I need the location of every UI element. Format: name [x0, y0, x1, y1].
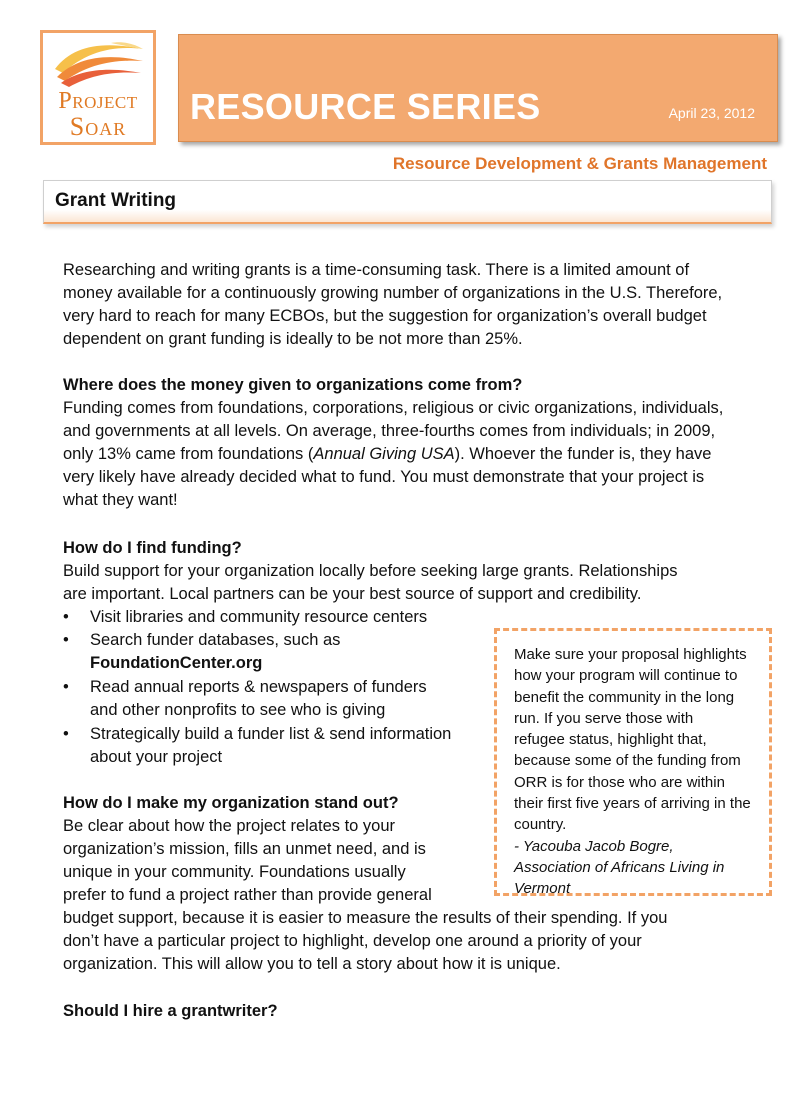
- bullet-text: Search funder databases, such as: [90, 631, 341, 649]
- quote-line: run. If you serve those with: [514, 709, 694, 727]
- funding-line: are important. Local partners can be your best source of support and credibility.: [63, 585, 642, 603]
- quote-line: their first five years of arriving in the: [514, 795, 751, 813]
- quote-callout: [494, 628, 772, 896]
- logo-text-line1: Project: [58, 88, 138, 114]
- grantwriter-heading: Should I hire a grantwriter?: [63, 1002, 278, 1020]
- intro-line: very hard to reach for many ECBOs, but the suggestion for organization’s overall budget: [63, 307, 707, 325]
- quote-attribution: Vermont: [514, 880, 571, 898]
- intro-line: Researching and writing grants is a time-consuming task. There is a limited amount of: [63, 261, 690, 279]
- bullet-icon: •: [63, 678, 69, 696]
- soar-wave-icon: [51, 39, 147, 89]
- quote-line: ORR is for those who are within: [514, 773, 725, 791]
- standout-heading: How do I make my organization stand out?: [63, 794, 399, 812]
- money-line: very likely have already decided what to fund. You must demonstrate that your project is: [63, 468, 705, 486]
- standout-line: prefer to fund a project rather than provide general: [63, 886, 432, 904]
- money-heading: Where does the money given to organizations come from?: [63, 376, 523, 394]
- quote-line: Make sure your proposal highlights: [514, 646, 747, 663]
- standout-line: organization. This will allow you to tell a story about how it is unique.: [63, 955, 561, 973]
- banner-title: RESOURCE SERIES: [190, 86, 541, 127]
- quote-text: [514, 644, 751, 900]
- quote-line: refugee status, highlight that,: [514, 731, 707, 749]
- money-section: [63, 374, 723, 512]
- quote-line: because some of the funding from: [514, 752, 741, 770]
- series-subtitle: Resource Development & Grants Management: [392, 154, 767, 173]
- money-line3-post: ). Whoever the funder is, they have: [454, 445, 712, 463]
- funding-line: Build support for your organization locally before seeking large grants. Relationships: [63, 562, 678, 580]
- section-title: Grant Writing: [55, 190, 177, 211]
- funding-heading: How do I find funding?: [63, 539, 242, 557]
- money-line: what they want!: [63, 491, 178, 509]
- standout-line: don’t have a particular project to highlight, develop one around a priority of your: [63, 932, 642, 950]
- bullet-icon: •: [63, 631, 69, 649]
- bullet-text: Read annual reports & newspapers of funders: [90, 678, 427, 696]
- bullet-text: and other nonprofits to see who is giving: [90, 701, 386, 719]
- funding-section: [63, 537, 678, 606]
- standout-line: budget support, because it is easier to measure the results of their spending. If you: [63, 909, 668, 927]
- intro-line: money available for a continuously growing number of organizations in the U.S. Therefore,: [63, 284, 723, 302]
- money-line: [63, 443, 723, 466]
- quote-attribution: - Yacouba Jacob Bogre,: [514, 837, 674, 855]
- money-line: and governments at all levels. On average, three-fourths comes from individuals; in 2009,: [63, 422, 716, 440]
- grantwriter-section: [63, 1000, 278, 1023]
- foundation-center-text: FoundationCenter.org: [90, 654, 263, 672]
- standout-line: organization’s mission, fills an unmet need, and is: [63, 840, 426, 858]
- intro-paragraph: [63, 259, 722, 351]
- quote-line: benefit the community in the long: [514, 688, 735, 706]
- header-banner: [178, 34, 778, 142]
- publication-date: April 23, 2012: [668, 105, 755, 121]
- money-line: Funding comes from foundations, corporations, religious or civic organizations, individuals,: [63, 399, 724, 417]
- intro-line: dependent on grant funding is ideally to be not more than 25%.: [63, 330, 523, 348]
- bullet-icon: •: [63, 608, 69, 626]
- standout-line: unique in your community. Foundations usually: [63, 863, 406, 881]
- bullet-text: Strategically build a funder list & send information: [90, 725, 452, 743]
- bullet-icon: •: [63, 725, 69, 743]
- quote-line: how your program will continue to: [514, 667, 738, 685]
- standout-line: Be clear about how the project relates to your: [63, 817, 396, 835]
- quote-attribution: Association of Africans Living in: [514, 858, 725, 876]
- logo-text-line2: Soar: [69, 112, 127, 141]
- quote-line: country.: [514, 816, 567, 834]
- money-line3-pre: only 13% came from foundations (: [63, 445, 314, 463]
- annual-giving-citation: Annual Giving USA: [313, 445, 455, 463]
- bullet-text: Visit libraries and community resource centers: [90, 608, 428, 626]
- bullet-text: about your project: [90, 748, 223, 766]
- project-soar-logo: [40, 30, 156, 145]
- section-title-bar: [43, 180, 772, 224]
